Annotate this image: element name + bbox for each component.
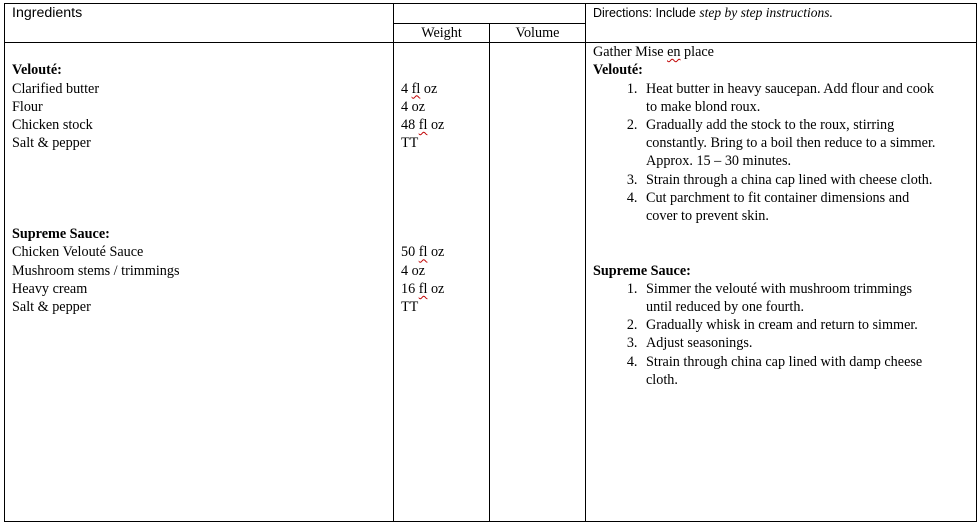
weight-value: TT (401, 298, 419, 315)
volume-header-label: Volume (515, 25, 560, 41)
ingredients-cell (5, 43, 394, 522)
weight-value: 16 fl oz (401, 280, 445, 297)
ingredient-item: Mushroom stems / trimmings (12, 262, 180, 279)
weight-value: 50 fl oz (401, 244, 445, 261)
measure-header-blank (394, 4, 586, 24)
ingredient-item: Salt & pepper (12, 135, 91, 152)
supreme-steps-list (593, 280, 976, 389)
direction-step: 3. Adjust seasonings. (641, 334, 976, 352)
weight-value: 4 oz (401, 98, 426, 115)
veloute-directions-title: Velouté: (593, 62, 643, 79)
ingredient-item: Flour (12, 98, 43, 115)
ingredient-item: Chicken stock (12, 117, 93, 133)
header-row (5, 4, 977, 24)
volume-cell (490, 43, 586, 522)
weight-value: 4 fl oz (401, 80, 438, 97)
volume-header (490, 24, 586, 43)
weight-value: 48 fl oz (401, 116, 445, 133)
ingredient-item: Heavy cream (12, 280, 88, 297)
ingredient-item: Clarified butter (12, 80, 100, 97)
direction-step: 1. Heat butter in heavy saucepan. Add flour and cook to make blond roux. (641, 80, 976, 116)
direction-step: 4. Strain through china cap lined with damp cheese cloth. (641, 353, 976, 389)
ingredient-item: Chicken Velouté Sauce (12, 244, 144, 261)
direction-step: 4. Cut parchment to fit container dimensions and cover to prevent skin. (641, 189, 976, 225)
direction-step: 3. Strain through a china cap lined with cheese cloth. (641, 171, 976, 189)
weight-value: TT (401, 135, 419, 152)
weight-value: 4 oz (401, 262, 426, 279)
ingredients-header (5, 4, 394, 43)
weight-cell (394, 43, 490, 522)
ingredient-item: Salt & pepper (12, 299, 91, 315)
ingredients-header-label: Ingredients (12, 5, 83, 21)
direction-step: 2. Gradually add the stock to the roux, stirring constantly. Bring to a boil then reduce to a simmer. Approx. 15 – 30 minutes. (641, 116, 976, 171)
direction-step: 1. Simmer the velouté with mushroom trimmings until reduced by one fourth. (641, 280, 976, 316)
weight-header-label: Weight (421, 25, 462, 41)
recipe-body-row (5, 43, 977, 522)
veloute-steps-list (593, 80, 976, 226)
directions-header-label: Directions: Include (593, 6, 696, 20)
directions-cell (586, 43, 977, 522)
supreme-directions-title: Supreme Sauce: (593, 262, 691, 279)
supreme-ingredients-title: Supreme Sauce: (12, 226, 110, 243)
directions-header (586, 4, 977, 43)
directions-header-note: step by step instructions. (699, 5, 833, 20)
recipe-table (4, 3, 977, 522)
veloute-ingredients-title: Velouté: (12, 62, 62, 79)
weight-header (394, 24, 490, 43)
direction-step: 2. Gradually whisk in cream and return to simmer. (641, 316, 976, 334)
directions-intro: Gather Mise en place (593, 44, 714, 61)
